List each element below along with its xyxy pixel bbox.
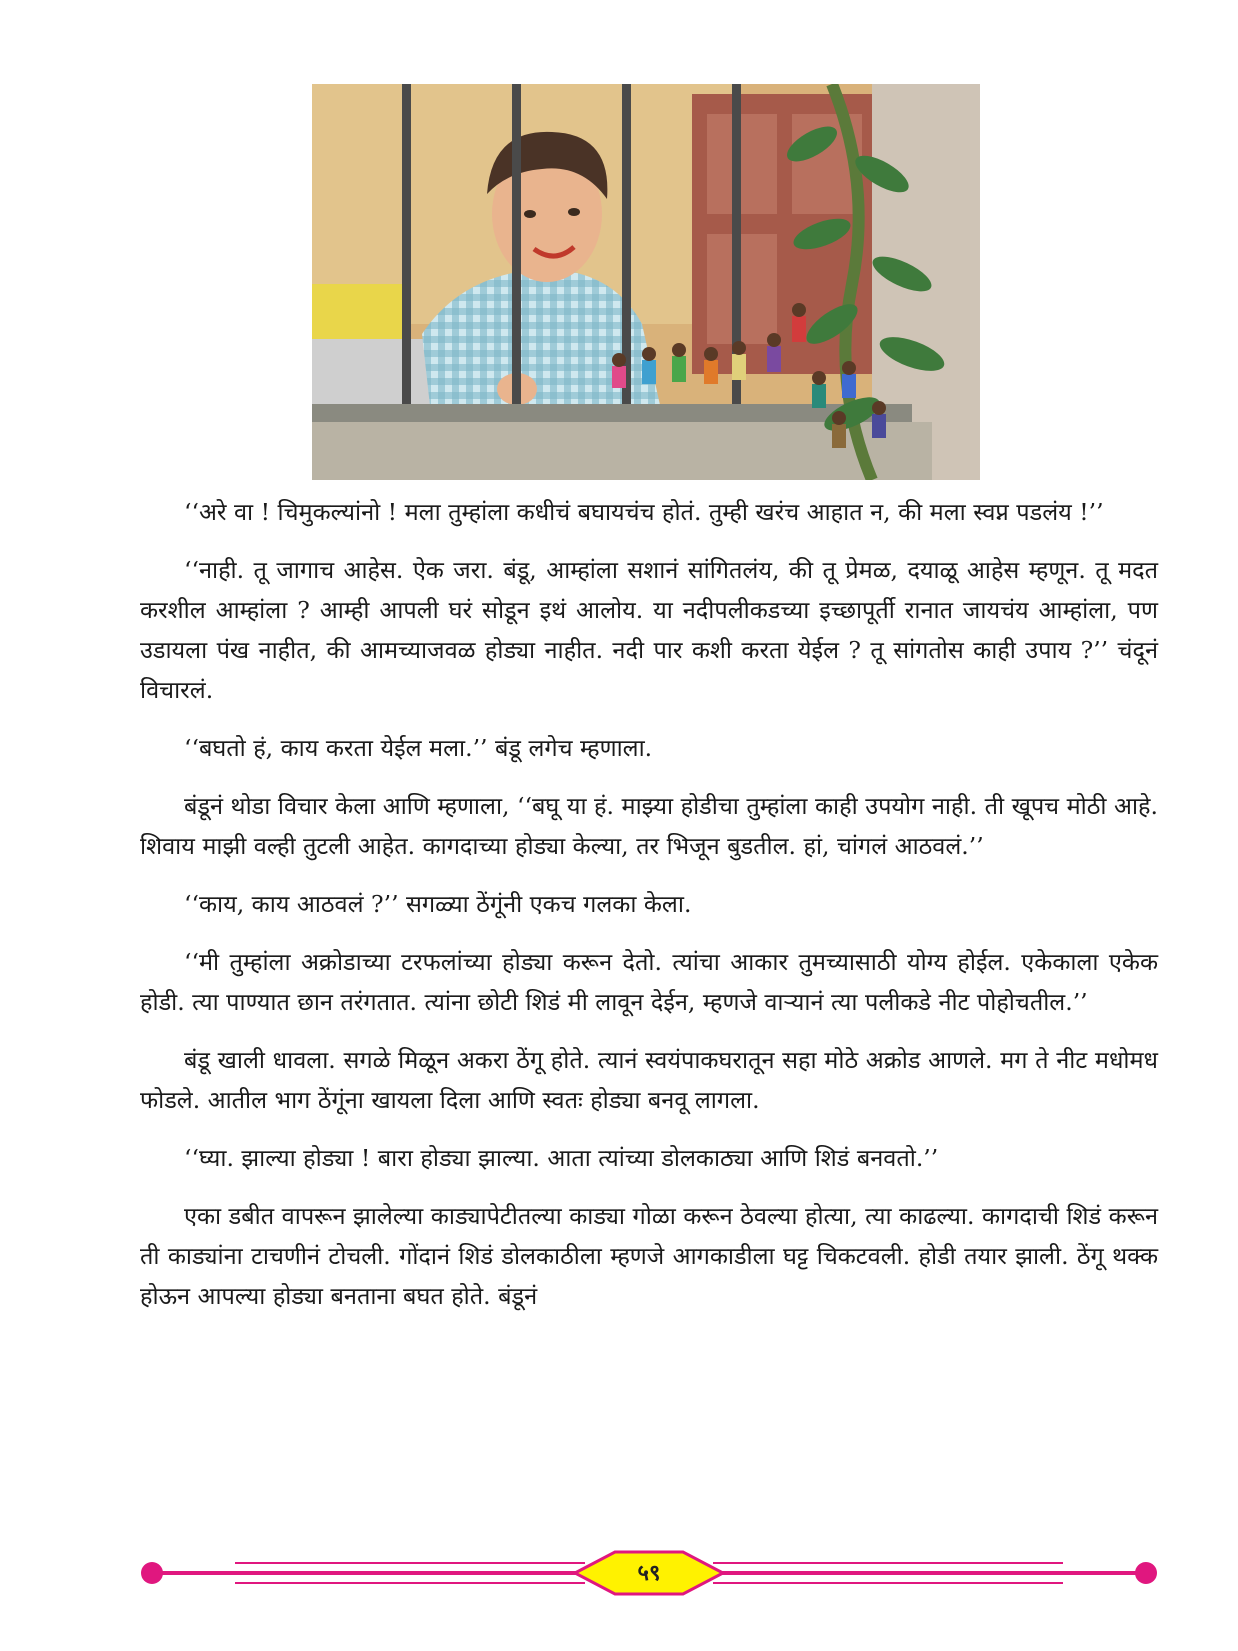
paragraph: ‘‘बघतो हं, काय करता येईल मला.’’ बंडू लगेच म्हणाला. [184,734,653,762]
story-text [140,492,1158,1334]
paragraph: ‘‘नाही. तू जागाच आहेस. ऐक जरा. बंडू, आम्हांला सशानं सांगितलंय, की तू प्रेमळ, दयाळू आहेस म्हणून. तू मदत करशील आम्हांला ? आम्ही आपली घरं सोडून इथं आलोय. या नदीपलीकडच्या इच्छापूर्ती रानात जायचंय आम्हांला, पण उडायला पंख नाहीत, की आमच्याजवळ होड्या नाहीत. नदी पार कशी करता येईल ? तू सांगतोस काही उपाय ?’’ चंदूनं विचारलं. [140,556,1158,704]
paragraph: बंडू खाली धावला. सगळे मिळून अकरा ठेंगू होते. त्यानं स्वयंपाकघरातून सहा मोठे अक्रोड आणले. मग ते नीट मधोमध फोडले. आतील भाग ठेंगूंना खायला दिला आणि स्वतः होड्या बनवू लागला. [140,1046,1158,1114]
boy-at-window-image [312,84,980,480]
paragraph: ‘‘घ्या. झाल्या होड्या ! बारा होड्या झाल्या. आता त्यांच्या डोलकाठ्या आणि शिडं बनवतो.’’ [184,1144,939,1172]
paragraph: बंडूनं थोडा विचार केला आणि म्हणाला, ‘‘बघू या हं. माझ्या होडीचा तुम्हांला काही उपयोग नाही. ती खूपच मोठी आहे. शिवाय माझी वल्ही तुटली आहेत. कागदाच्या होड्या केल्या, तर भिजून बुडतील. हां, चांगलं आठवलं.’’ [140,792,1158,860]
story-illustration [312,84,980,480]
paragraph: ‘‘मी तुम्हांला अक्रोडाच्या टरफलांच्या होड्या करून देतो. त्यांचा आकार तुमच्यासाठी योग्य होईल. एकेकाला एकेक होडी. त्या पाण्यात छान तरंगतात. त्यांना छोटी शिडं मी लावून देईन, म्हणजे वाऱ्यानं त्या पलीकडे नीट पोहोचतील.’’ [140,948,1158,1016]
paragraph: ‘‘अरे वा ! चिमुकल्यांनो ! मला तुम्हांला कधीचं बघायचंच होतं. तुम्ही खरंच आहात न, की मला स्वप्न पडलंय !’’ [184,498,1104,526]
paragraph: ‘‘काय, काय आठवलं ?’’ सगळ्या ठेंगूंनी एकच गलका केला. [184,890,692,918]
page-footer [140,1550,1158,1596]
page-number: ५९ [637,1560,661,1586]
paragraph: एका डबीत वापरून झालेल्या काड्यापेटीतल्या काड्या गोळा करून ठेवल्या होत्या, त्या काढल्या. कागदाची शिडं करून ती काड्यांना टाचणीनं टोचली. गोंदानं शिडं डोलकाठीला म्हणजे आगकाडीला घट्ट चिकटवली. होडी तयार झाली. ठेंगू थक्क होऊन आपल्या होड्या बनताना बघत होते. बंडूनं [140,1202,1158,1310]
